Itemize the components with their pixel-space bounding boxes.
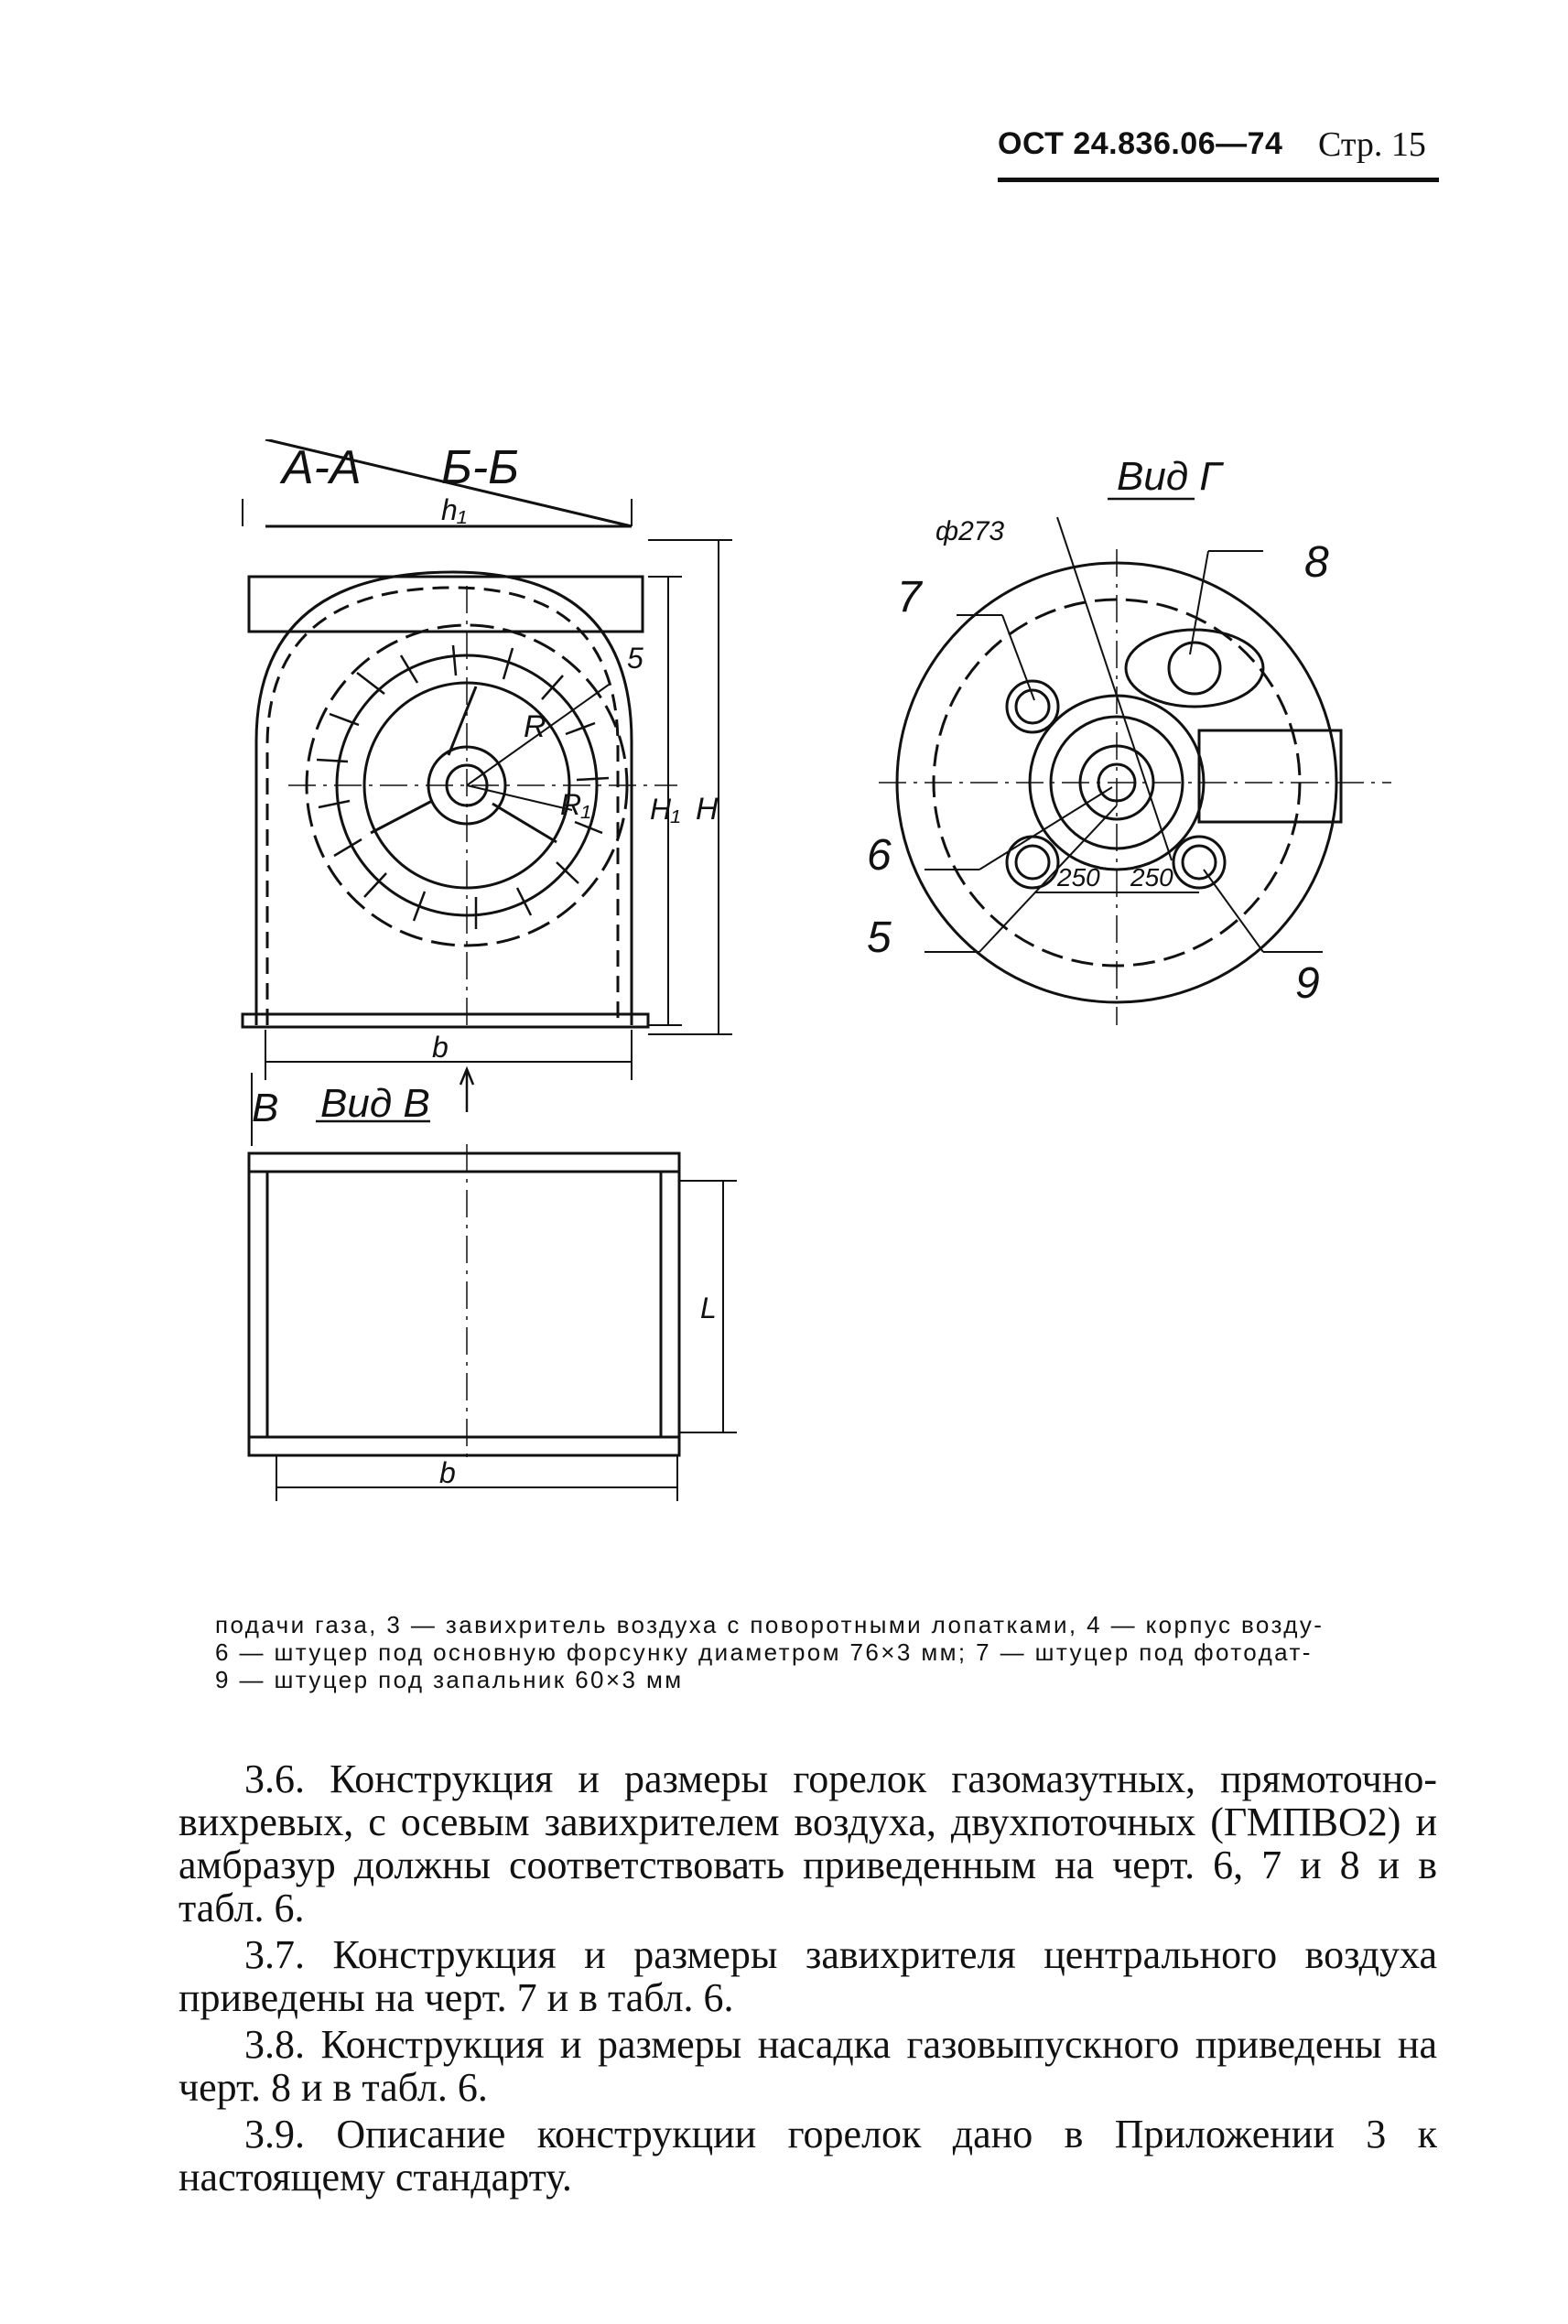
dim-h1: h₁ xyxy=(441,493,467,526)
callout-5: 5 xyxy=(867,913,892,962)
page-header xyxy=(998,117,1437,172)
section-label-aa: А-А xyxy=(282,441,362,494)
dim-l: L xyxy=(700,1292,717,1324)
callout-9: 9 xyxy=(1295,959,1320,1008)
page-number: Стр. 15 xyxy=(1318,125,1426,164)
dim-radius-r: R xyxy=(524,709,546,744)
caption-line: 6 — штуцер под основную форсунку диаметром 76×3 мм; 7 — штуцер под фотодат- xyxy=(215,1638,1313,1666)
caption-line: подачи газа, 3 — завихритель воздуха с поворотными лопатками, 4 — корпус возду- xyxy=(215,1611,1325,1638)
dim-b-top: b xyxy=(432,1031,449,1064)
paragraph-3-7: 3.7. Конструкция и размеры завихрителя центрального воздуха приведены на черт. 7 и в табл. 6. xyxy=(178,1932,1437,2020)
dim-5: 5 xyxy=(627,642,643,675)
paragraph-3-9: 3.9. Описание конструкции горелок дано в Приложении 3 к настоящему стандарту. xyxy=(178,2112,1437,2200)
section-label-bb: Б-Б xyxy=(441,441,520,494)
header-rule xyxy=(998,178,1439,182)
paragraph-3-6: 3.6. Конструкция и размеры горелок газомазутных, прямоточно-вихревых, с осевым завихрителем воздуха, двухпоточных (ГМПВО2) и амбразур должны соответствовать приведенным на черт. 6, 7 и 8 и в табл. 6. xyxy=(178,1757,1437,1930)
view-v xyxy=(249,1069,737,1501)
dim-radius-r1: R₁ xyxy=(560,788,591,821)
diameter-273: ф273 xyxy=(935,516,1005,546)
technical-drawing xyxy=(201,439,1428,1593)
caption-line: 9 — штуцер под запальник 60×3 мм xyxy=(215,1666,684,1693)
dim-250-left: 250 xyxy=(1057,863,1100,892)
dim-250-right: 250 xyxy=(1130,863,1173,892)
callout-6: 6 xyxy=(867,831,892,880)
section-view-aa xyxy=(243,439,732,1080)
dim-h-vertical: H xyxy=(696,792,719,827)
view-label-v: Вид В xyxy=(320,1081,430,1126)
figure-caption xyxy=(215,1611,1405,1693)
body-text xyxy=(178,1757,1437,2202)
dim-h1-vertical: H₁ xyxy=(650,793,681,826)
paragraph-3-8: 3.8. Конструкция и размеры насадка газовыпускного приведены на черт. 8 и в табл. 6. xyxy=(178,2022,1437,2110)
callout-8: 8 xyxy=(1304,538,1329,587)
document-number: ОСТ 24.836.06—74 xyxy=(998,126,1283,161)
view-label-g: Вид Г xyxy=(1117,454,1222,499)
arrow-label-v: В xyxy=(252,1086,279,1130)
dim-b-bottom: b xyxy=(439,1456,456,1489)
callout-7: 7 xyxy=(897,573,922,622)
